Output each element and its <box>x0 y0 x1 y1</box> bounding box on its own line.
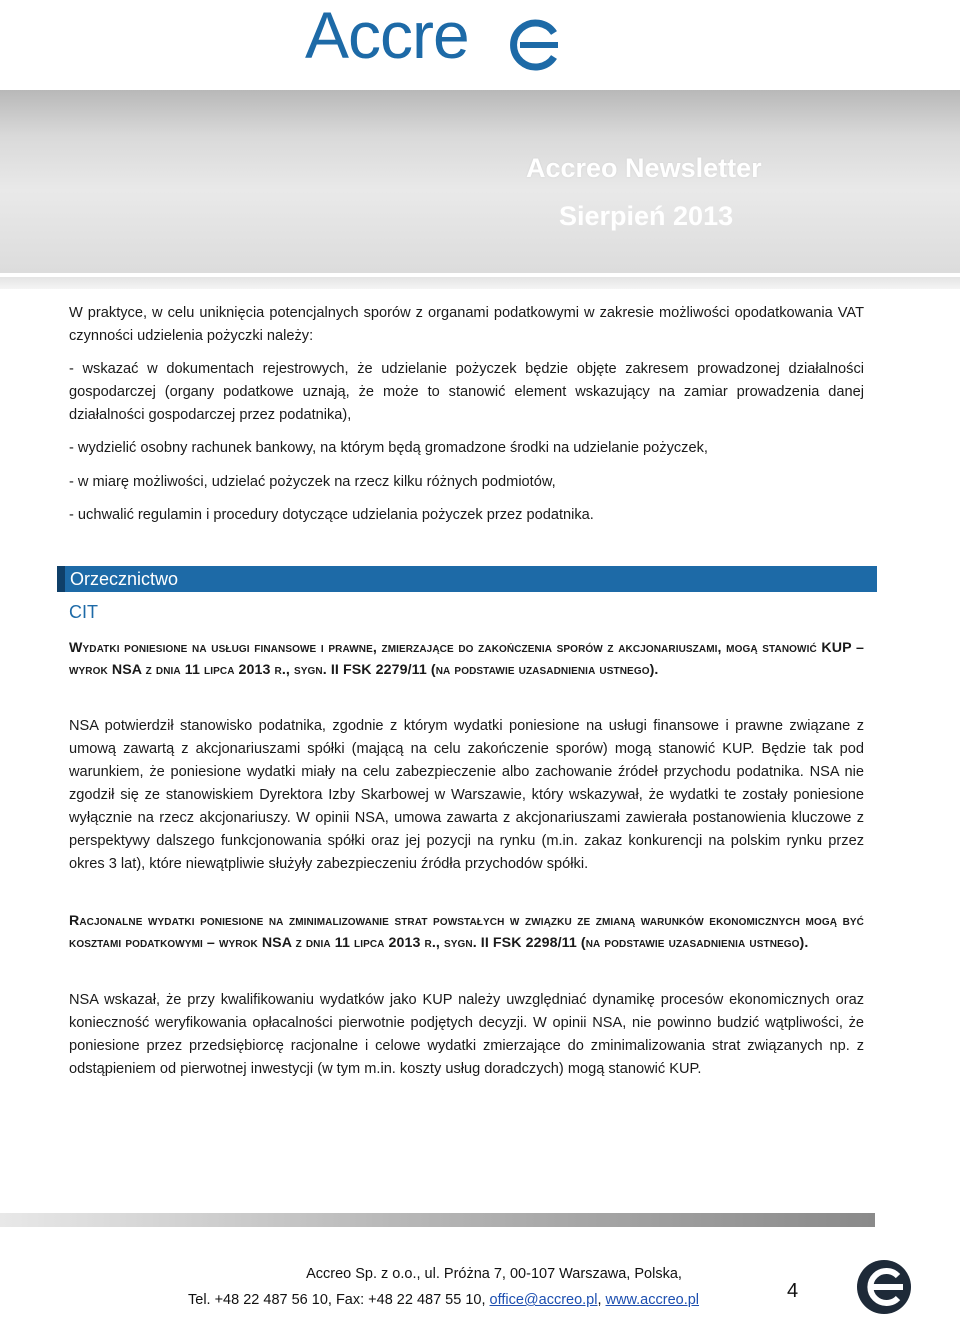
list-item: - uchwalić regulamin i procedury dotyczące udzielania pożyczek przez podatnika. <box>69 507 594 523</box>
ruling-body: NSA wskazał, że przy kwalifikowaniu wydatków jako KUP należy uwzględniać dynamikę procesów ekonomicznych oraz konieczność weryfikowania opłacalności pierwotnie podjętych decyzji. W opinii NSA, nie powinno budzić wątpliwości, że poniesione przez przedsiębiorcę racjonalne i celowe wydatki zmierzające do zminimalizowania strat związanych np. z odstąpieniem od pierwotnej inwestycji (w tym m.in. koszty usług doradczych) mogą stanowić KUP. <box>69 992 864 1077</box>
list-item: - wydzielić osobny rachunek bankowy, na którym będą gromadzone środki na udzielanie pożyczek, <box>69 440 708 456</box>
list-item: - wskazać w dokumentach rejestrowych, że udzielanie pożyczek będzie objęte zakresem prowadzonej działalności gospodarczej (organy podatkowe uznają, że może to stanowić element wskazujący na zamiar prowadzenia danej działalności gospodarczej przez podatnika), <box>69 361 864 423</box>
accreo-o-logo-icon <box>508 19 560 71</box>
section-header-bar <box>57 566 877 592</box>
website-link[interactable]: www.accreo.pl <box>605 1292 700 1308</box>
bullet-1-wrap <box>69 358 864 427</box>
ruling-heading: Racjonalne wydatki poniesione na zminimalizowanie strat powstałych w związku ze zmianą warunków ekonomicznych mogą być kosztami podatkowymi – wyrok NSA z dnia 11 lipca 2013 r., sygn. II FSK 2298/11 (na podstawie uzasadnienia ustnego). <box>69 913 864 951</box>
ruling-heading: Wydatki poniesione na usługi finansowe i prawne, zmierzające do zakończenia sporów z akcjonariuszami, mogą stanowić KUP – wyrok NSA z dnia 11 lipca 2013 r., sygn. II FSK 2279/11 (na podstawie uzasadnienia ustnego). <box>69 640 864 678</box>
section-title: Orzecznictwo <box>70 569 179 589</box>
intro-paragraph: W praktyce, w celu uniknięcia potencjalnych sporów z organami podatkowymi w zakresie możliwości opodatkowania VAT czynności udzielenia pożyczki należy: <box>69 305 864 344</box>
footer-bar <box>0 1213 875 1227</box>
accreo-logo <box>305 0 565 72</box>
newsletter-title: Accreo Newsletter <box>526 153 762 183</box>
page-number: 4 <box>787 1280 799 1302</box>
footer-contact: Tel. +48 22 487 56 10, Fax: +48 22 487 55 10, office@accreo.pl, www.accreo.pl <box>188 1292 700 1308</box>
ruling-2-body-wrap <box>69 989 864 1081</box>
newsletter-date: Sierpień 2013 <box>559 201 734 231</box>
footer-address: Accreo Sp. z o.o., ul. Próżna 7, 00-107 Warszawa, Polska, <box>306 1266 682 1282</box>
header-banner <box>0 90 960 273</box>
accreo-circle-logo-icon <box>855 1258 913 1316</box>
email-link[interactable]: office@accreo.pl <box>489 1292 598 1308</box>
list-item: - w miarę możliwości, udzielać pożyczek na rzecz kilku różnych podmiotów, <box>69 474 556 490</box>
banner-strip <box>0 277 960 289</box>
ruling-1 <box>69 637 864 681</box>
section-subtitle: CIT <box>69 602 98 622</box>
ruling-2 <box>69 910 864 954</box>
ruling-body: NSA potwierdził stanowisko podatnika, zgodnie z którym wydatki poniesione na usługi finansowe i prawne związane z umową zawartą z akcjonariuszami spółki (mającą na celu zakończenie sporów) mogą stanowić KUP. Będzie tak pod warunkiem, że poniesione wydatki miały na celu zabezpieczenie albo zachowanie źródeł przychodu podatnika. NSA nie zgodził się ze stanowiskiem Dyrektora Izby Skarbowej w Warszawie, który wskazywał, że wydatki te zostały poniesione wyłącznie na rzecz akcjonariuszy. W opinii NSA, umowa zawarta z akcjonariuszami zawierała postanowienia kluczowe z perspektywy dalszego funkcjonowania spółki oraz jej pozycji na rynku (m.in. zakaz konkurencji na polskim rynku przez okres 3 lat), które niewątpliwie służyły zabezpieczeniu źródła przychodów spółki. <box>69 718 864 872</box>
logo-text: Accre <box>305 0 469 72</box>
ruling-1-body-wrap <box>69 715 864 876</box>
intro-section <box>69 302 864 348</box>
